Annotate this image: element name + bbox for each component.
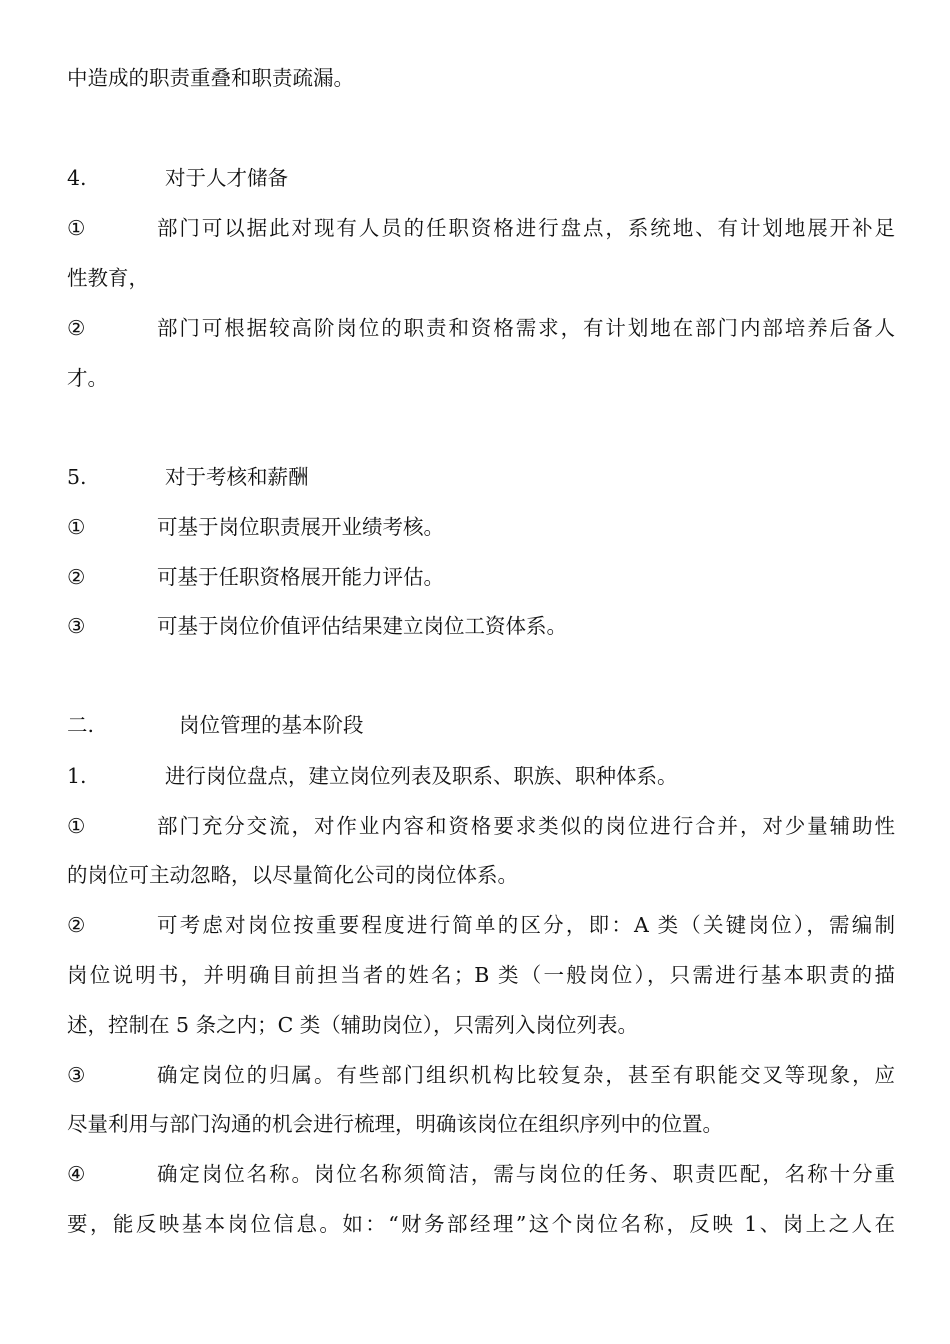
list-item-text: 可基于岗位价值评估结果建立岗位工资体系。 [157,614,567,638]
list-item-text: 可基于任职资格展开能力评估。 [157,565,444,589]
list-item-text: 确定岗位名称。岗位名称须简洁，需与岗位的任务、职责匹配，名称十分重 [157,1162,895,1186]
section-number: 1. [67,764,87,788]
list-item-text: 性教育， [67,266,149,290]
list-item-text: 的岗位可主动忽略，以尽量简化公司的岗位体系。 [67,863,518,887]
list-item-text: 要，能反映基本岗位信息。如：“财务部经理”这个岗位名称，反映 1、岗上之人在 [67,1212,895,1236]
list-marker: ④ [67,1162,86,1186]
list-item-text: 岗位说明书，并明确目前担当者的姓名；B 类（一般岗位），只需进行基本职责的描 [67,963,895,987]
list-marker: ② [67,316,86,340]
continuation-text: 中造成的职责重叠和职责疏漏。 [67,66,354,90]
list-item-text: 部门可以据此对现有人员的任职资格进行盘点，系统地、有计划地展开补足 [157,216,895,240]
section-number: 4. [67,166,87,190]
chapter-number: 二. [67,713,95,737]
list-item-text: 述，控制在 5 条之内；C 类（辅助岗位），只需列入岗位列表。 [67,1013,639,1037]
list-item-text: 确定岗位的归属。有些部门组织机构比较复杂，甚至有职能交叉等现象，应 [157,1063,895,1087]
list-marker: ③ [67,1063,86,1087]
list-item-text: 尽量利用与部门沟通的机会进行梳理，明确该岗位在组织序列中的位置。 [67,1112,723,1136]
list-item-text: 可基于岗位职责展开业绩考核。 [157,515,444,539]
list-marker: ① [67,515,86,539]
section-number: 5. [67,465,87,489]
list-marker: ③ [67,614,86,638]
chapter-title: 岗位管理的基本阶段 [179,713,364,737]
list-marker: ① [67,216,86,240]
section-title: 对于考核和薪酬 [165,465,309,489]
list-item-text: 部门充分交流，对作业内容和资格要求类似的岗位进行合并，对少量辅助性 [157,814,895,838]
list-marker: ② [67,565,86,589]
section-title: 对于人才储备 [165,166,288,190]
list-marker: ① [67,814,86,838]
list-marker: ② [67,913,86,937]
list-item-text: 可考虑对岗位按重要程度进行简单的区分，即：A 类（关键岗位），需编制 [157,913,895,937]
list-item-text: 才。 [67,366,108,390]
section-title: 进行岗位盘点，建立岗位列表及职系、职族、职种体系。 [165,764,678,788]
list-item-text: 部门可根据较高阶岗位的职责和资格需求，有计划地在部门内部培养后备人 [157,316,895,340]
